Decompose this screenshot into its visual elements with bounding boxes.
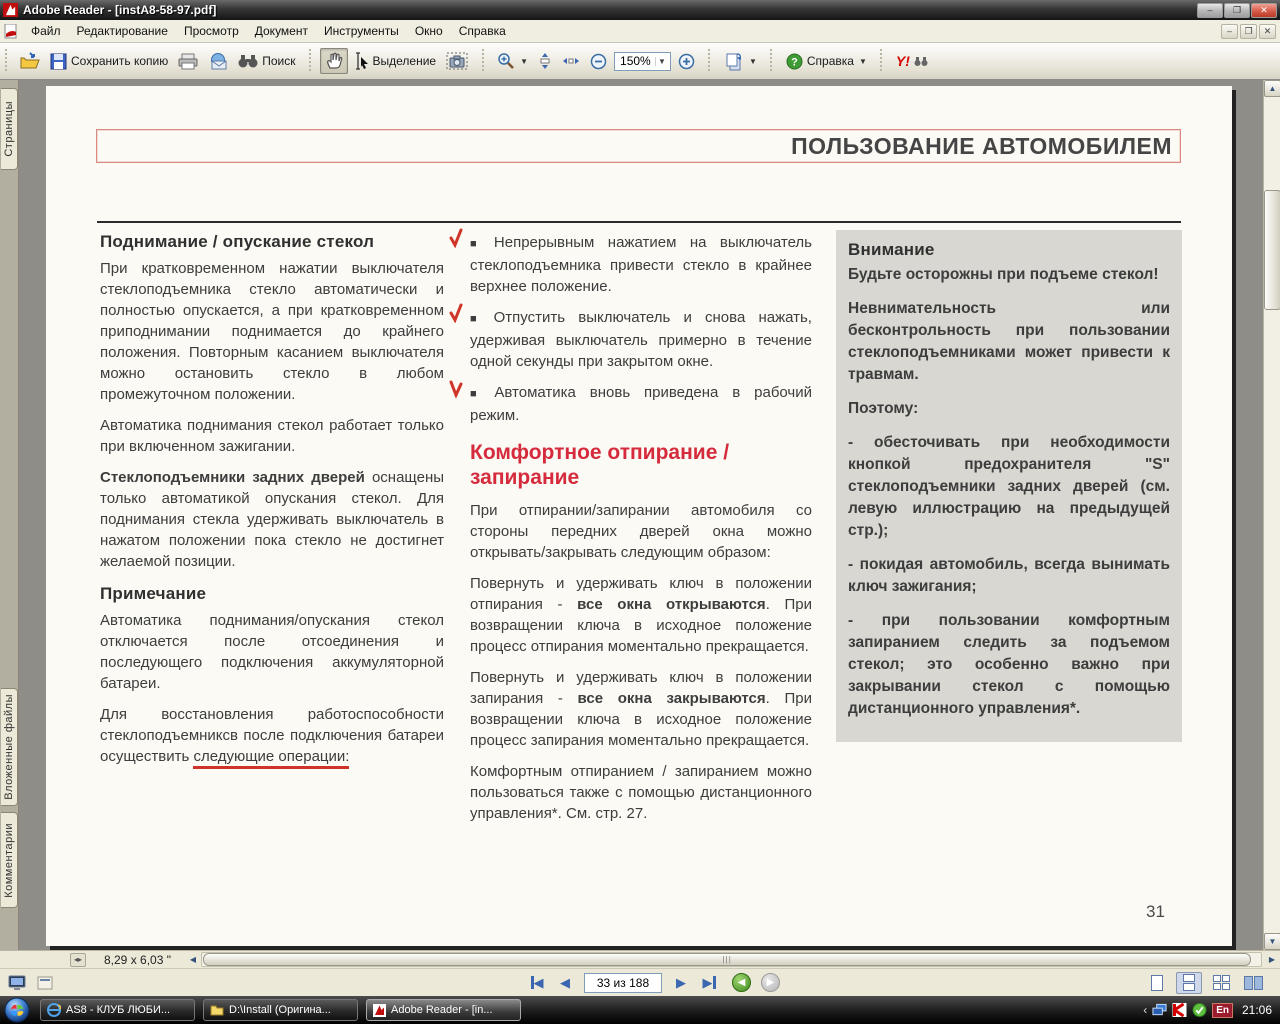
menu-file[interactable]: Файл: [31, 24, 61, 38]
paragraph: Стеклоподъемники задних дверей оснащены только автоматикой опускания стекол. Для поднимания стекла удерживать выключатель в нажатом положении пока стекло не достигнет желаемой позиции.: [100, 469, 445, 570]
print-button[interactable]: [173, 49, 203, 74]
search-label: Поиск: [262, 54, 296, 68]
document-workspace: [0, 80, 1280, 950]
tray-expand-icon[interactable]: ‹: [1143, 1003, 1148, 1017]
page-number-field[interactable]: 33 из 188: [584, 973, 662, 993]
snapshot-tool-button[interactable]: [441, 48, 473, 74]
save-floppy-icon: [50, 53, 67, 70]
save-copy-button[interactable]: [45, 49, 173, 74]
toolbar-grip[interactable]: [3, 49, 8, 73]
next-view-button[interactable]: ▶: [761, 973, 780, 992]
internet-explorer-icon: [47, 1003, 61, 1017]
zoom-out-button[interactable]: [585, 49, 612, 74]
tab-pages[interactable]: Страницы: [1, 88, 18, 170]
tab-comments[interactable]: Комментарии: [1, 812, 18, 908]
collapse-icon: [37, 976, 53, 990]
doc-minimize-button[interactable]: –: [1221, 24, 1238, 39]
zoom-in-button[interactable]: [673, 49, 700, 74]
kaspersky-icon[interactable]: [1172, 1003, 1187, 1017]
folder-icon: [210, 1004, 224, 1016]
header-rule: [97, 221, 1181, 223]
hide-toolbars-button[interactable]: [34, 973, 56, 993]
toolbar-grip[interactable]: [308, 49, 313, 73]
minimize-button[interactable]: –: [1197, 3, 1223, 18]
zoom-tool-button[interactable]: [492, 48, 533, 74]
page-number: 31: [1146, 902, 1165, 921]
scroll-right-button[interactable]: ▶: [1268, 955, 1276, 964]
paragraph: Комфортным отпиранием / запиранием можно пользоваться также с помощью дистанционного управления*. См. стр. 27.: [470, 763, 812, 822]
close-button[interactable]: ✕: [1251, 3, 1277, 18]
system-tray: [1143, 1003, 1280, 1018]
monitor-icon: [8, 975, 26, 991]
page-header-box: [96, 129, 1181, 163]
single-page-layout-button[interactable]: [1144, 972, 1170, 994]
fit-page-icon: [538, 52, 552, 70]
page-display-dropdown-icon[interactable]: ▼: [748, 56, 757, 66]
language-indicator[interactable]: En: [1212, 1003, 1233, 1018]
pdf-page: [46, 86, 1232, 946]
bullet-item: ■ Непрерывным нажатием на выключатель стеклоподъемника привести стекло в крайнее верхнее положение.: [470, 232, 812, 297]
col1-heading: Поднимание / опускание стекол: [100, 232, 375, 251]
page-navigation: [524, 973, 780, 993]
paragraph: Для восстановления работоспособности стеклоподъемниксв после подключения батареи осуществить следующие операции:: [100, 704, 444, 767]
horizontal-scroll-row: [0, 950, 1280, 968]
yahoo-logo: Y!: [895, 53, 910, 69]
paragraph: Повернуть и удерживать ключ в положении запирания - все окна закрываются. При возвращении ключа в исходное положение процесс запирания моментально прекращается.: [470, 669, 812, 749]
network-status-icon[interactable]: [1152, 1003, 1167, 1017]
zoom-in-magnifier-icon: [497, 52, 515, 70]
yahoo-binoculars-icon: [914, 56, 928, 67]
printer-icon: [178, 53, 198, 70]
red-check-annotation-icon: [448, 228, 464, 248]
taskbar-item-adobe-reader[interactable]: Adobe Reader - [in...: [366, 999, 521, 1021]
col1-note-heading: Примечание: [100, 584, 207, 603]
paragraph: При отпирании/запирании автомобиля со стороны передних дверей окна можно открывать/закрывать следующим образом:: [470, 502, 812, 561]
start-button[interactable]: [2, 997, 32, 1023]
paragraph: Автоматика поднимания/опускания стекол отключается после отсоединения и последующего подключения аккумуляторной батареи.: [100, 612, 444, 692]
page-size-indicator: 8,29 x 6,03 ": [104, 952, 171, 967]
pdf-document-icon[interactable]: [4, 24, 19, 39]
page-header-title: ПОЛЬЗОВАНИЕ АВТОМОБИЛЕМ: [791, 132, 1172, 159]
warning-paragraph: - обесточивать при необходимости кнопкой предохранителя "S" стеклоподъемники задних дверей (см. левую иллюстрацию на предыдущей стр.);: [848, 434, 1170, 539]
page-layout-buttons: [1144, 972, 1266, 994]
toolbar-grip[interactable]: [707, 49, 712, 73]
window-title: Adobe Reader - [instA8-58-97.pdf]: [23, 3, 217, 17]
pane-splitter-handle[interactable]: ◂▸: [70, 953, 86, 967]
menu-edit[interactable]: Редактирование: [76, 24, 168, 38]
page-display-button[interactable]: [719, 47, 762, 75]
svg-text:?: ?: [790, 56, 798, 68]
fit-page-button[interactable]: [533, 48, 557, 74]
toolbar-grip[interactable]: [879, 49, 884, 73]
doc-restore-button[interactable]: ❐: [1240, 24, 1257, 39]
taskbar-item-browser[interactable]: AS8 - КЛУБ ЛЮБИ...: [40, 999, 195, 1021]
help-dropdown-icon[interactable]: ▼: [858, 56, 867, 66]
search-button[interactable]: [233, 50, 300, 73]
paragraph: Автоматика поднимания стекол работает только при включенном зажигании.: [100, 417, 444, 455]
menu-window[interactable]: Окно: [414, 24, 443, 38]
navigation-tab-strip: [0, 80, 19, 950]
warning-paragraph: Будьте осторожны при подъеме стекол!: [848, 266, 1159, 283]
antivirus-status-icon[interactable]: [1192, 1003, 1207, 1017]
menu-document[interactable]: Документ: [254, 24, 308, 38]
last-page-button[interactable]: ▶: [696, 973, 722, 993]
zoom-out-circle-icon: [590, 53, 607, 70]
warning-paragraph: - покидая автомобиль, всегда вынимать ключ зажигания;: [848, 556, 1170, 595]
column-1: [100, 232, 444, 777]
select-text-icon: [353, 52, 369, 70]
email-icon: [208, 53, 228, 70]
open-button[interactable]: [15, 48, 45, 74]
adobe-reader-app-icon: [3, 3, 18, 17]
vertical-scrollbar[interactable]: [1263, 80, 1280, 950]
bullet-item: ■ Автоматика вновь приведена в рабочий режим.: [470, 382, 812, 426]
zoom-level-value[interactable]: 150%: [620, 54, 651, 68]
zoom-level-field[interactable]: [614, 52, 671, 71]
warning-heading: Внимание: [848, 240, 935, 259]
binoculars-icon: [238, 54, 258, 69]
page-display-icon: [724, 51, 744, 71]
warning-paragraph: Поэтому:: [848, 400, 919, 417]
facing-layout-button[interactable]: [1240, 972, 1266, 994]
horizontal-scroll-thumb[interactable]: |||: [203, 953, 1251, 966]
scroll-up-button[interactable]: ▲: [1264, 80, 1280, 97]
select-tool-label: Выделение: [372, 54, 437, 68]
taskbar-item-explorer[interactable]: D:\Install (Оригина...: [203, 999, 358, 1021]
bullet-marker: ■: [470, 238, 486, 250]
zoom-in-circle-icon: [678, 53, 695, 70]
taskbar: [0, 996, 1280, 1024]
open-folder-icon: [20, 52, 40, 70]
save-copy-label: Сохранить копию: [71, 54, 169, 68]
status-bar: [0, 968, 1280, 996]
reading-mode-button[interactable]: [6, 973, 28, 993]
toolbar: [0, 43, 1280, 80]
horizontal-scrollbar[interactable]: [201, 952, 1262, 967]
restore-button[interactable]: ❐: [1224, 3, 1250, 18]
column-2: [470, 232, 812, 834]
toolbar-grip[interactable]: [769, 49, 774, 73]
windows-start-orb-icon: [4, 997, 30, 1023]
previous-page-button[interactable]: ◀: [560, 974, 570, 990]
fit-width-button[interactable]: [557, 50, 585, 72]
hand-tool-button[interactable]: [320, 48, 348, 74]
paragraph: При кратковременном нажатии выключателя стеклоподъемника стекло автоматически и полностью опускается, а при кратковременном приподнимании поднимается до крайнего положения. Повторным касанием выключателя можно остановить стекло в любом промежуточном положении.: [100, 260, 444, 403]
col2-red-heading: Комфортное отпирание / запирание: [470, 441, 730, 489]
red-check-annotation-icon: [448, 303, 464, 323]
hand-tool-icon: [325, 52, 343, 70]
warning-paragraph: - при пользовании комфортным запиранием следить за подъемом стекол; это особенно важно при закрывании стекол с помощью дистанционного управления*.: [848, 612, 1170, 717]
zoom-level-dropdown-icon[interactable]: ▼: [655, 57, 668, 66]
toolbar-grip[interactable]: [480, 49, 485, 73]
red-check-annotation-icon: [448, 378, 464, 398]
select-tool-button[interactable]: [348, 48, 442, 74]
next-page-button[interactable]: ▶: [676, 974, 686, 990]
bullet-marker: ■: [470, 313, 486, 325]
help-label: Справка: [806, 54, 854, 68]
email-button[interactable]: [203, 49, 233, 74]
menu-tools[interactable]: Инструменты: [323, 24, 399, 38]
scroll-left-button[interactable]: ◀: [189, 955, 197, 964]
help-question-icon: [786, 53, 803, 70]
snapshot-camera-icon: [446, 52, 468, 70]
menu-help[interactable]: Справка: [458, 24, 506, 38]
yahoo-search-button[interactable]: [891, 49, 933, 73]
fit-width-icon: [562, 54, 580, 68]
bullet-marker: ■: [470, 388, 487, 400]
first-page-button[interactable]: ◀: [524, 973, 550, 993]
clock: 21:06: [1241, 1003, 1272, 1017]
continuous-facing-layout-button[interactable]: [1208, 972, 1234, 994]
zoom-tool-dropdown-icon[interactable]: ▼: [520, 56, 529, 66]
tab-attachments[interactable]: Вложенные файлы: [1, 688, 18, 806]
vertical-scroll-thumb[interactable]: [1264, 190, 1280, 310]
paragraph: Повернуть и удерживать ключ в положении отпирания - все окна открываются. При возвращении ключа в исходное положение процесс отпирания моментально прекращается.: [470, 575, 812, 655]
warning-paragraph: Невнимательность или бесконтрольность при пользовании стеклоподъемниками может привести к травмам.: [848, 300, 1170, 383]
scroll-down-button[interactable]: ▼: [1264, 933, 1280, 950]
continuous-layout-button[interactable]: [1176, 972, 1202, 994]
menu-view[interactable]: Просмотр: [183, 24, 239, 38]
menu-bar: [0, 20, 1280, 43]
bullet-item: ■ Отпустить выключатель и снова нажать, удерживая выключатель примерно в течение одной секунды при закрытом окне.: [470, 307, 812, 372]
previous-view-button[interactable]: ◀: [732, 973, 751, 992]
warning-box: [836, 230, 1182, 742]
help-button[interactable]: [781, 49, 872, 74]
doc-close-button[interactable]: ✕: [1259, 24, 1276, 39]
adobe-reader-task-icon: [373, 1004, 386, 1017]
title-bar: [0, 0, 1280, 20]
